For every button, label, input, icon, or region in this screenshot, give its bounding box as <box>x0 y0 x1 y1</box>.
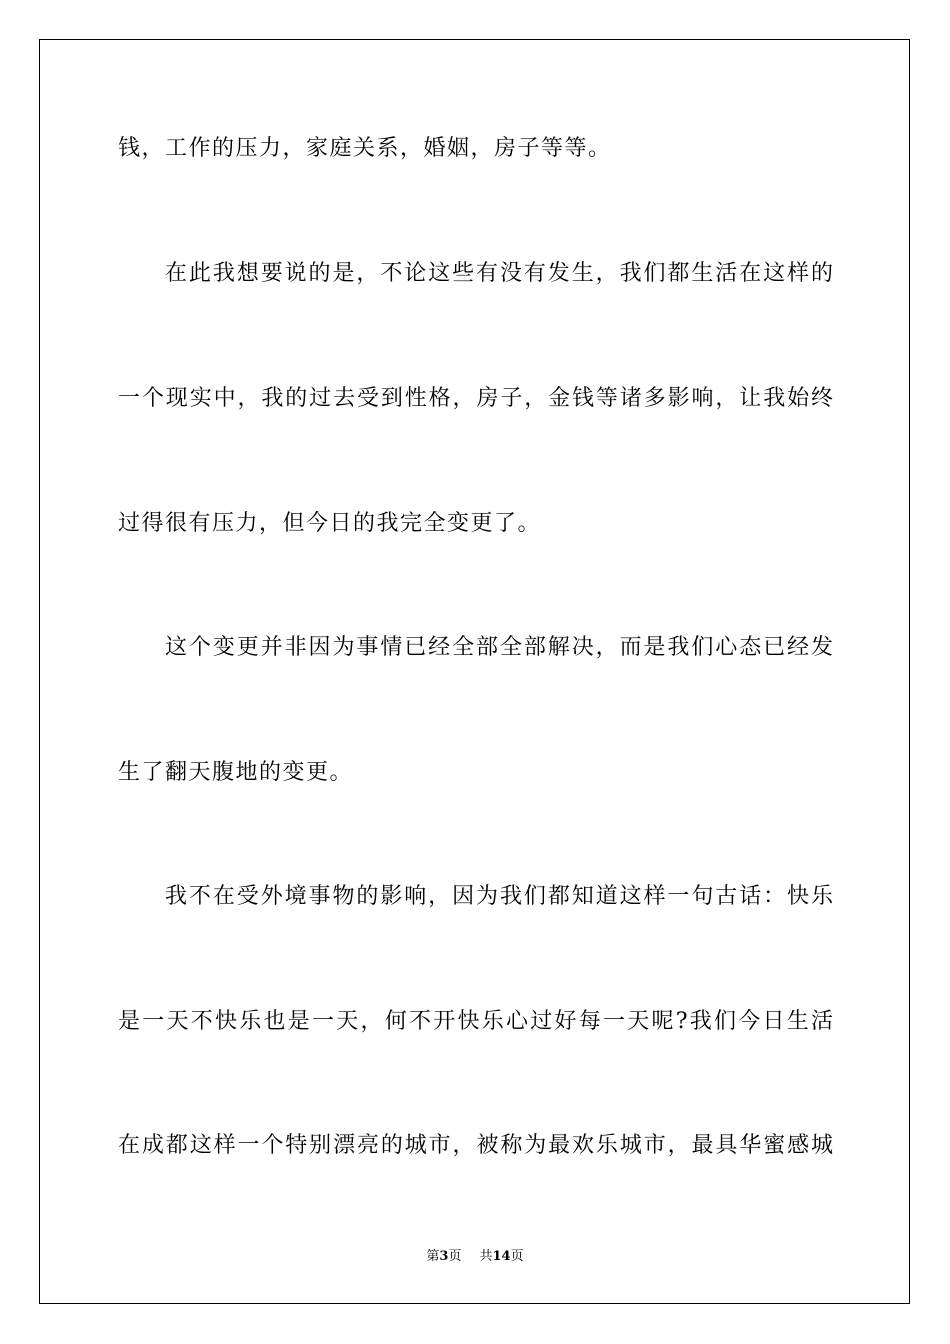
text-line: 这个变更并非因为事情已经全部全部解决，而是我们心态已经发 <box>165 635 833 660</box>
text-line: 在此我想要说的是，不论这些有没有发生，我们都生活在这样的 <box>165 261 833 286</box>
text-line: 在成都这样一个特别漂亮的城市，被称为最欢乐城市，最具华蜜感城 <box>118 1133 833 1158</box>
total-pages: 14 <box>492 1249 511 1264</box>
page-border <box>39 39 910 1304</box>
page-suffix: 页 <box>448 1249 462 1264</box>
text-line: 我不在受外境事物的影响，因为我们都知道这样一句古话：快乐 <box>165 884 833 909</box>
text-line: 生了翻天腹地的变更。 <box>118 760 354 785</box>
text-line: 过得很有压力，但今日的我完全变更了。 <box>118 511 542 536</box>
page-prefix: 第 <box>426 1249 440 1264</box>
page-footer <box>0 1248 950 1266</box>
text-line: 是一天不快乐也是一天，何不开快乐心过好每一天呢?我们今日生活 <box>118 1009 833 1034</box>
total-prefix: 共 <box>479 1249 493 1264</box>
total-suffix: 页 <box>510 1249 524 1264</box>
text-line: 一个现实中，我的过去受到性格，房子，金钱等诸多影响，让我始终 <box>118 386 833 411</box>
page-number: 3 <box>439 1249 449 1264</box>
text-line: 钱，工作的压力，家庭关系，婚姻，房子等等。 <box>118 136 612 161</box>
